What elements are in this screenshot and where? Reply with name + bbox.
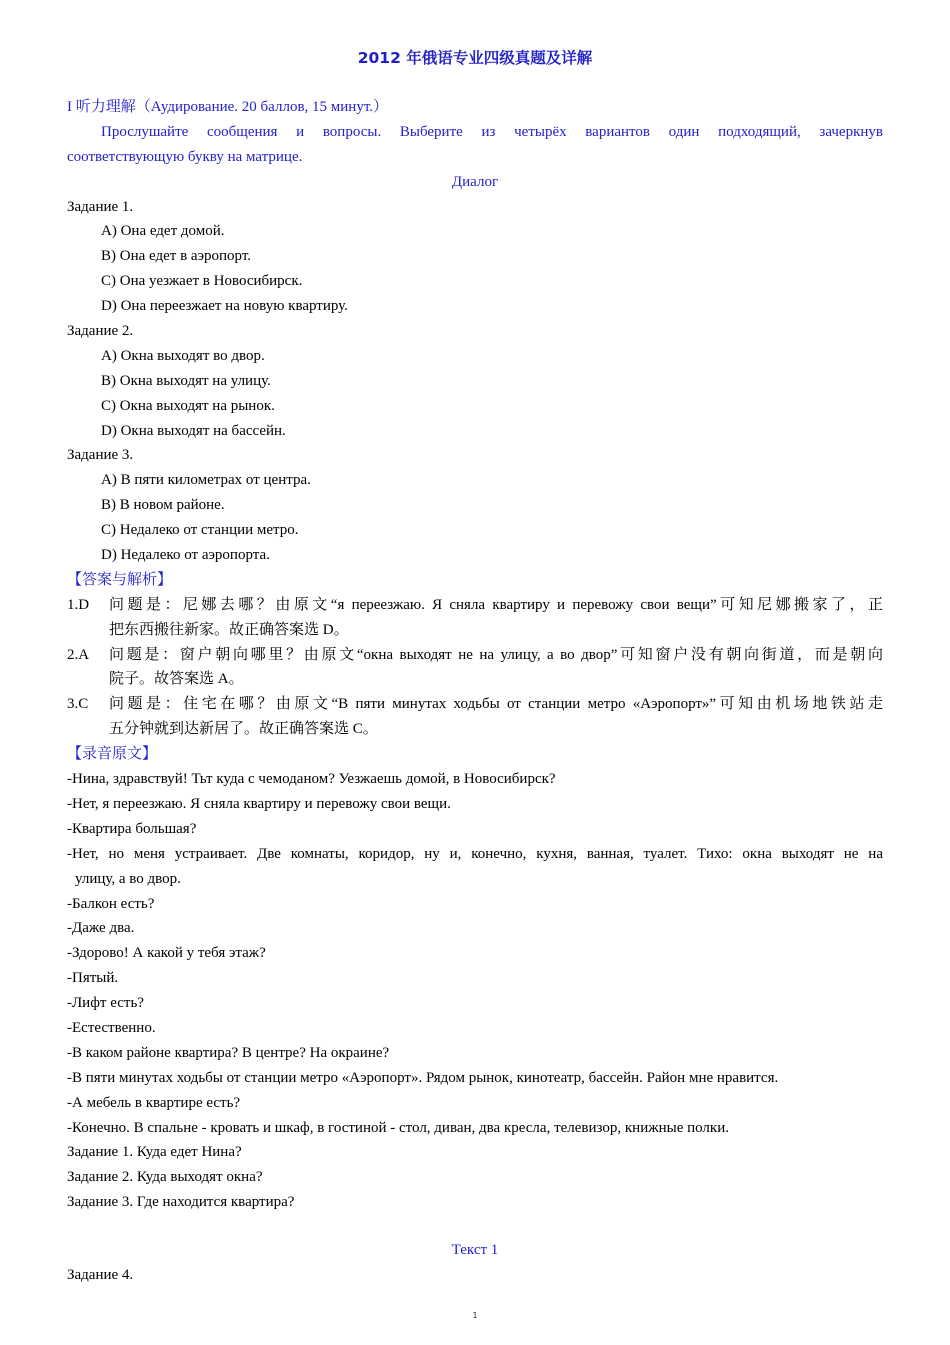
transcript-line: -Нина, здравствуй! Тьт куда с чемоданом? Уезжаешь домой, в Новосибирск? <box>67 771 556 788</box>
page-number: 1 <box>472 1311 478 1320</box>
transcript-line: -Балкон есть? <box>67 895 155 912</box>
answer-3-line-1: 问题是：住宅在哪？由原文“В пяти минутах ходьбы от станции метро «Аэропорт»”可知由机场地铁站走 <box>109 696 883 713</box>
transcript-line: -Пятый. <box>67 970 119 987</box>
transcript-line: -Нет, я переезжаю. Я сняла квартиру и перевожу свои вещи. <box>67 795 451 812</box>
answer-1 <box>67 593 883 618</box>
section-heading: I 听力理解（Аудирование. 20 баллов, 15 минут.） <box>67 99 388 115</box>
transcript-line: -Здорово! А какой у тебя этаж? <box>67 945 266 962</box>
answers-heading: 【答案与解析】 <box>67 571 173 588</box>
transcript-line: -А мебель в квартире есть? <box>67 1094 241 1111</box>
answer-3-line-2: 五分钟就到达新居了。故正确答案选 C。 <box>109 721 378 738</box>
task-2-option-a: A) Окна выходят во двор. <box>101 347 265 364</box>
answer-1-number: 1.D <box>67 596 90 613</box>
transcript-line: -В пяти минутах ходьбы от станции метро «Аэропорт». Рядом рынок, кинотеатр, бассейн. Район мне нравится. <box>67 1069 779 1086</box>
task-4-label: Задание 4. <box>67 1266 134 1283</box>
task-3-option-c: C) Недалеко от станции метро. <box>101 522 299 539</box>
task-3-option-b: B) В новом районе. <box>101 497 225 514</box>
answer-3 <box>67 692 883 717</box>
task-2-option-b: B) Окна выходят на улицу. <box>101 372 271 389</box>
instruction-line-1: Прослушайте сообщения и вопросы. Выберите из четырёх вариантов один подходящий, зачеркнув <box>101 123 883 140</box>
task-3-option-a: A) В пяти километрах от центра. <box>101 472 311 489</box>
text-1-section <box>67 1238 883 1288</box>
question-1: Задание 1. Куда едет Нина? <box>67 1144 242 1161</box>
task-2-label: Задание 2. <box>67 323 134 340</box>
transcript-line: -Нет, но меня устраивает. Две комнаты, коридор, ну и, конечно, кухня, ванная, туалет. Тихо: окна выходят не на <box>67 845 883 862</box>
transcript-line: -Квартира большая? <box>67 820 197 837</box>
text-1-heading: Текст 1 <box>451 1242 499 1258</box>
answer-2 <box>67 643 883 668</box>
transcript-line: -Естественно. <box>67 1019 156 1036</box>
answer-1-line-1: 问题是：尼娜去哪？由原文“я переезжаю. Я сняла квартиру и перевожу свои вещи”可知尼娜搬家了，正 <box>109 596 883 613</box>
instruction-line-2: соответствующую букву на матрице. <box>67 148 303 165</box>
transcript-heading: 【录音原文】 <box>67 746 158 763</box>
transcript-line: -Конечно. В спальне - кровать и шкаф, в гостиной - стол, диван, два кресла, телевизор, книжные полки. <box>67 1119 729 1136</box>
task-1-label: Задание 1. <box>67 198 134 215</box>
answer-2-line-2: 院子。故答案选 A。 <box>109 671 244 688</box>
task-3-label: Задание 3. <box>67 447 134 464</box>
dialog-heading: Диалог <box>451 173 499 190</box>
answer-2-line-1: 问题是：窗户朝向哪里？由原文“окна выходят не на улицу, а во двор”可知窗户没有朝向街道，而是朝向 <box>109 646 883 663</box>
page-title: 2012 年俄语专业四级真题及详解 <box>357 49 593 67</box>
transcript-line: -В каком районе квартира? В центре? На окраине? <box>67 1044 390 1061</box>
answer-1-line-2: 把东西搬往新家。故正确答案选 D。 <box>109 621 349 638</box>
task-1-option-d: D) Она переезжает на новую квартиру. <box>101 298 348 315</box>
task-1-option-b: B) Она едет в аэропорт. <box>101 248 252 265</box>
question-3: Задание 3. Где находится квартира? <box>67 1194 295 1211</box>
listening-section <box>67 95 883 1215</box>
answer-3-number: 3.C <box>67 696 89 713</box>
question-2: Задание 2. Куда выходят окна? <box>67 1169 263 1186</box>
task-1-option-c: C) Она уезжает в Новосибирск. <box>101 273 303 290</box>
task-1-option-a: A) Она едет домой. <box>101 223 225 240</box>
transcript-line: -Даже два. <box>67 920 135 937</box>
task-2-option-d: D) Окна выходят на бассейн. <box>101 422 286 439</box>
transcript-line: -Лифт есть? <box>67 995 144 1012</box>
transcript-line: улицу, а во двор. <box>75 870 181 887</box>
task-2-option-c: C) Окна выходят на рынок. <box>101 397 275 414</box>
task-3-option-d: D) Недалеко от аэропорта. <box>101 547 270 564</box>
answer-2-number: 2.A <box>67 646 90 663</box>
